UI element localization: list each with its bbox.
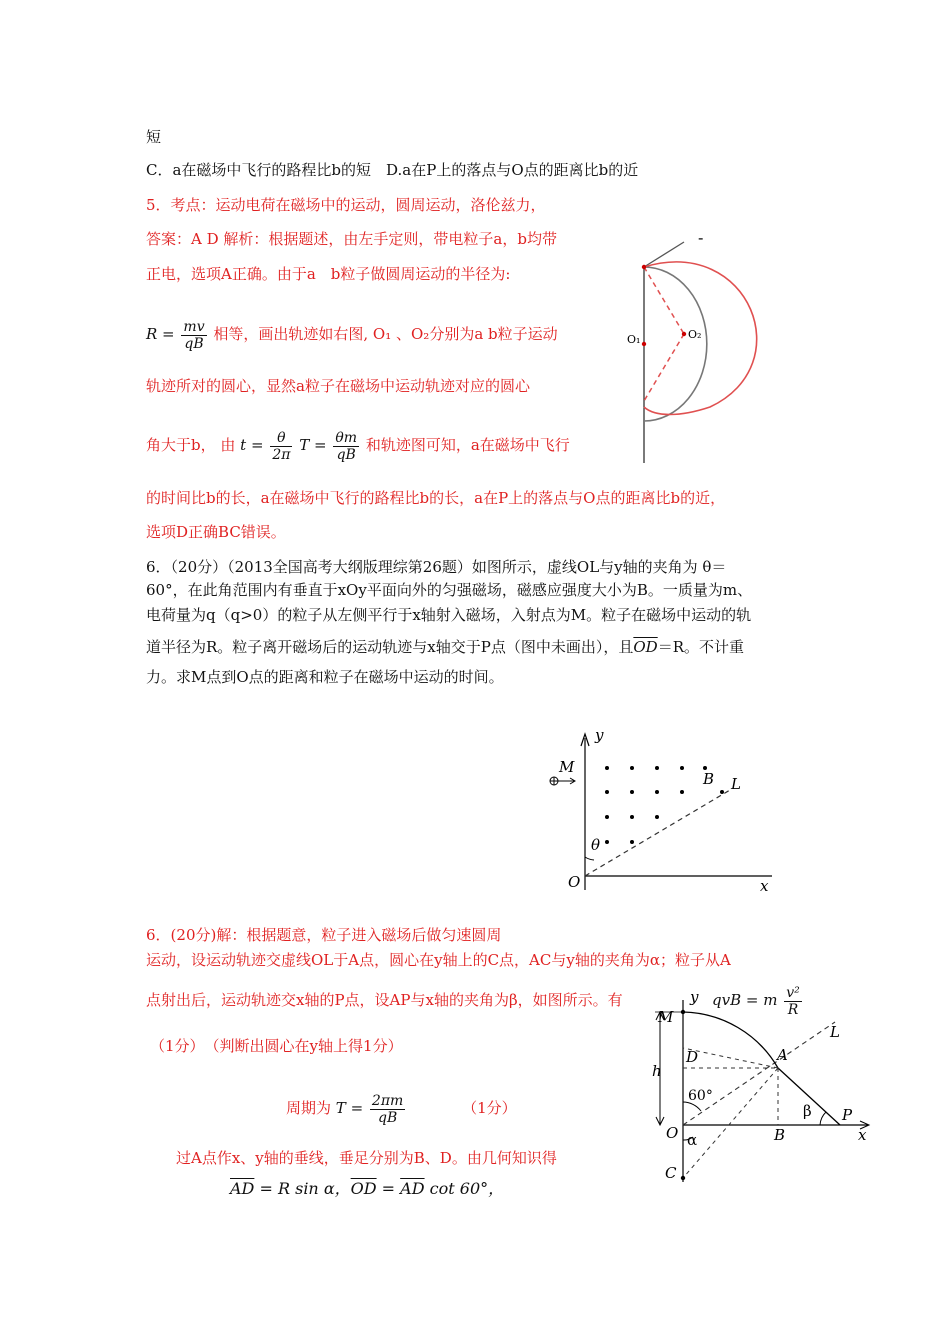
eq-r-lhs: R = — [146, 325, 175, 343]
text-line: 短 — [146, 128, 162, 146]
q6-text: 6．（20分）（2013全国高考大纲版理综第26题）如图所示，虚线OL与y轴的夹角为 θ＝ — [146, 558, 727, 576]
origin-label: O — [568, 873, 581, 891]
q6-text: 电荷量为q（q>0）的粒子从左侧平行于x轴射入磁场，入射点为M。粒子在磁场中运动的轨 — [146, 606, 752, 624]
a-label: A — [777, 1046, 788, 1064]
od-overline: $\overline{OD}$ — [633, 638, 658, 656]
b-label: B — [774, 1126, 786, 1144]
period-equation: 周期为 T = $\frac{2\pi m}{qB}$ （1分） — [286, 1092, 517, 1126]
time-fraction-1: $\frac{\theta}{2\pi}$ — [272, 429, 291, 463]
beta-label: β — [803, 1102, 812, 1120]
origin-label: O — [666, 1124, 679, 1142]
h-label: h — [652, 1062, 662, 1080]
m-label: M — [658, 1008, 674, 1026]
q5-conclusion: 选项D正确BC错误。 — [146, 523, 286, 541]
sol-score: （1分） （判断出圆心在y轴上得1分） — [150, 1037, 403, 1055]
m-label: M — [559, 758, 575, 776]
b-label: B — [703, 770, 715, 788]
radius-fraction: $\frac{mv}{qB}$ — [183, 318, 205, 352]
q5-answer: 答案：A D 解析：根据题述，由左手定则，带电粒子a，b均带 — [146, 230, 557, 248]
l-label: L — [830, 1023, 840, 1041]
l-label: L — [731, 775, 741, 793]
dash-label: - — [698, 228, 704, 247]
angle-60-label: 60° — [688, 1088, 713, 1104]
q5-time-line: 角大于b， 由 t = $\frac{\theta}{2\pi}$ T = $\frac{\theta m}{qB}$ 和轨迹图可知，a在磁场中飞行 — [146, 429, 570, 463]
c-label: C — [665, 1164, 677, 1182]
x-axis-label: x — [858, 1126, 867, 1144]
o2-label: O₂ — [688, 328, 702, 341]
p-label: P — [842, 1106, 853, 1124]
o1-label: O₁ — [627, 333, 641, 346]
q5-text: 正电，选项A正确。由于a b粒子做圆周运动的半径为: — [146, 265, 511, 283]
trajectory-figure — [600, 225, 780, 475]
geometry-equation: $\overline{AD} = R$ sin α，$\overline{OD} = \overline{AD}$ cot 60°， — [230, 1179, 505, 1198]
y-axis-label: y — [690, 988, 699, 1006]
d-label: D — [686, 1048, 699, 1066]
q5-text: 轨迹所对的圆心，显然a粒子在磁场中运动轨迹对应的圆心 — [146, 377, 530, 395]
y-axis-label: y — [595, 726, 604, 744]
q6-text-line: 道半径为R。粒子离开磁场后的运动轨迹与x轴交于P点（图中未画出），且$\overline{OD}=R$。不计重 — [146, 638, 744, 656]
force-equation: qvB = m $\frac{\text{v²}}{R}$ — [712, 984, 800, 1018]
magnetic-field-figure — [540, 720, 780, 900]
alpha-label: α — [687, 1131, 698, 1149]
x-axis-label: x — [760, 877, 769, 895]
option-line: C．a在磁场中飞行的路程比b的短 D.a在P上的落点与O点的距离比b的近 — [146, 161, 639, 179]
q5-topic: 5．考点：运动电荷在磁场中的运动，圆周运动，洛伦兹力， — [146, 196, 546, 214]
q5-text: 相等，画出轨迹如右图, O₁ 、O₂分别为a b粒子运动 — [213, 325, 558, 343]
sol-text: 过A点作x、y轴的垂线，垂足分别为B、D。由几何知识得 — [176, 1149, 557, 1167]
q5-text: 的时间比b的长，a在磁场中飞行的路程比b的长，a在P上的落点与O点的距离比b的近， — [146, 489, 726, 507]
sol-text: 运动，设运动轨迹交虚线OL于A点，圆心在y轴上的C点，AC与y轴的夹角为α；粒子从A — [146, 951, 731, 969]
sol-text: 6．(20分)解：根据题意，粒子进入磁场后做匀速圆周 — [146, 926, 502, 944]
q5-radius-line — [146, 316, 558, 352]
theta-label: θ — [591, 836, 601, 854]
q6-text: 60°，在此角范围内有垂直于xOy平面向外的匀强磁场，磁感应强度大小为B。一质量为m、 — [146, 581, 753, 599]
time-fraction-2: $\frac{\theta m}{qB}$ — [335, 429, 358, 463]
sol-text: 点射出后，运动轨迹交x轴的P点，设AP与x轴的夹角为β，如图所示。有 — [146, 991, 623, 1009]
solution-figure — [650, 990, 880, 1190]
q6-question: 力。求M点到O点的距离和粒子在磁场中运动的时间。 — [146, 668, 504, 686]
